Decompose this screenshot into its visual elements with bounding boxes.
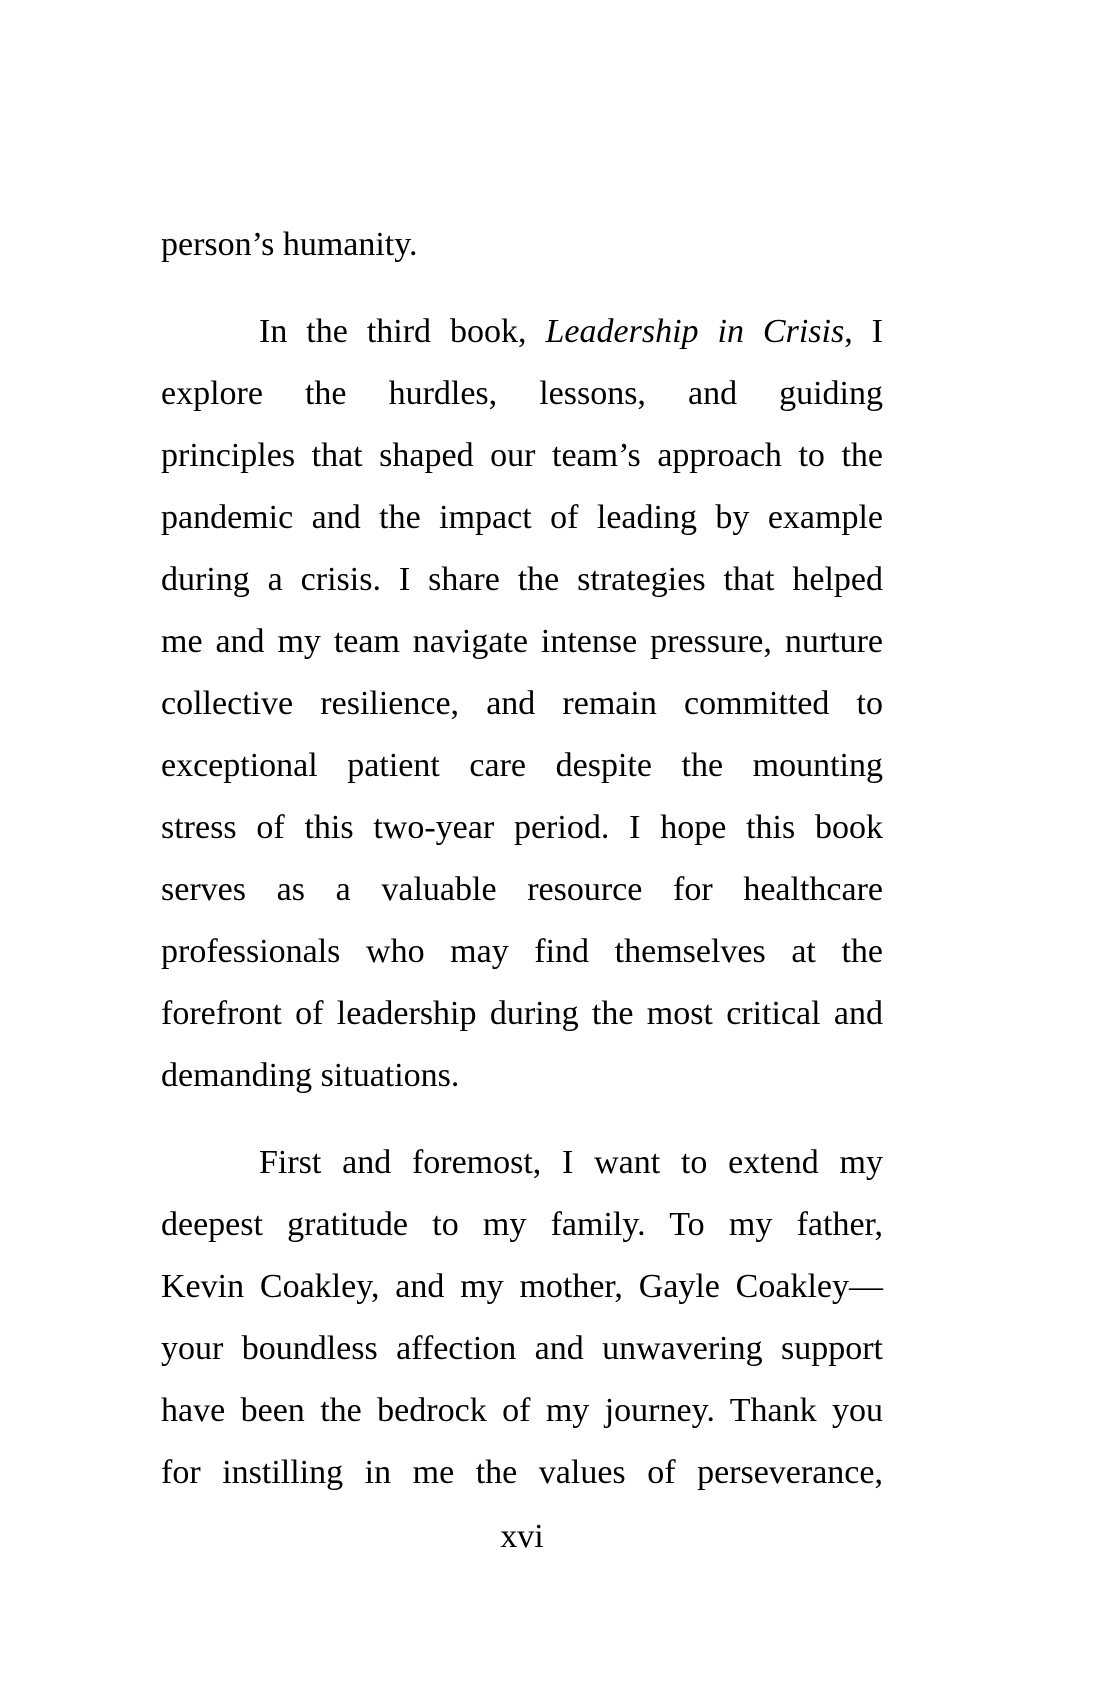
text-line — [161, 797, 883, 859]
body-text: your boundless affection and unwavering support — [161, 1330, 883, 1367]
body-text: deepest gratitude to my family. To my father, — [161, 1206, 883, 1243]
text-block — [161, 214, 883, 1568]
body-text: Kevin Coakley, and my mother, Gayle Coakley— — [161, 1268, 883, 1305]
body-text: principles that shaped our team’s approach to the — [161, 437, 883, 474]
body-text: me and my team navigate intense pressure, nurture — [161, 623, 883, 660]
text-line — [161, 1442, 883, 1504]
body-text: demanding situations. — [161, 1057, 460, 1094]
text-line — [161, 425, 883, 487]
text-line — [161, 1380, 883, 1442]
text-line — [161, 735, 883, 797]
body-text: professionals who may find themselves at the — [161, 933, 883, 970]
body-text: In the third book, — [259, 313, 546, 350]
italic-text: Leadership in Crisis — [545, 313, 845, 350]
text-line — [161, 549, 883, 611]
body-text: serves as a valuable resource for healthcare — [161, 871, 883, 908]
text-line — [161, 983, 883, 1045]
paragraphs-container — [161, 214, 883, 1504]
body-text: for instilling in me the values of perseverance, — [161, 1454, 883, 1491]
paragraph — [161, 301, 883, 1107]
body-text: pandemic and the impact of leading by example — [161, 499, 883, 536]
text-line — [161, 859, 883, 921]
body-text: forefront of leadership during the most critical and — [161, 995, 883, 1032]
text-line — [161, 214, 883, 276]
body-text: First and foremost, I want to extend my — [259, 1144, 883, 1181]
text-line — [161, 1132, 883, 1194]
paragraph — [161, 1132, 883, 1504]
text-line — [161, 921, 883, 983]
text-line — [161, 1256, 883, 1318]
text-line — [161, 301, 883, 363]
text-line — [161, 611, 883, 673]
page-number: xvi — [500, 1518, 544, 1555]
body-text: exceptional patient care despite the mounting — [161, 747, 883, 784]
text-line — [161, 363, 883, 425]
text-line — [161, 1318, 883, 1380]
text-line — [161, 487, 883, 549]
text-line — [161, 673, 883, 735]
paragraph — [161, 214, 883, 276]
body-text: during a crisis. I share the strategies that helped — [161, 561, 883, 598]
body-text: collective resilience, and remain committed to — [161, 685, 883, 722]
body-text: explore the hurdles, lessons, and guiding — [161, 375, 883, 412]
text-line — [161, 1045, 883, 1107]
body-text: stress of this two-year period. I hope this book — [161, 809, 883, 846]
body-text: , I — [844, 313, 884, 350]
text-line — [161, 1194, 883, 1256]
body-text: have been the bedrock of my journey. Thank you — [161, 1392, 883, 1429]
body-text: person’s humanity. — [161, 226, 418, 263]
